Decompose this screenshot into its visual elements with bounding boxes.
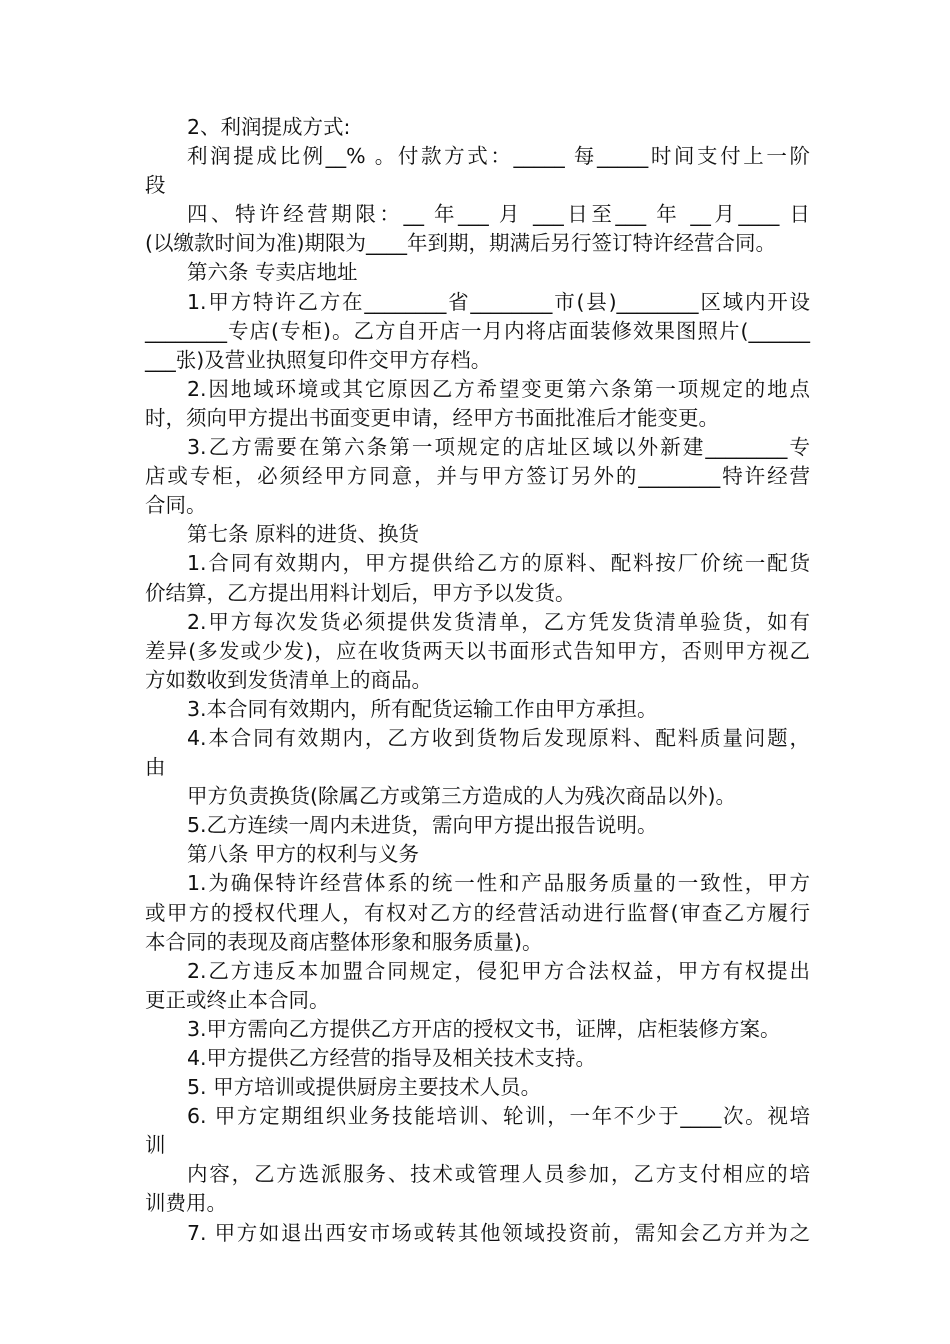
paragraph-line: 3.甲方需向乙方提供乙方开店的授权文书，证牌，店柜装修方案。 bbox=[187, 1016, 781, 1041]
paragraph-line: ________专店(专柜)。乙方自开店一月内将店面装修效果图照片(______ bbox=[145, 318, 810, 343]
paragraph-line: 训 bbox=[145, 1133, 166, 1158]
paragraph-line: 合同。 bbox=[145, 493, 207, 518]
paragraph-line: ___张)及营业执照复印件交甲方存档。 bbox=[145, 347, 492, 372]
paragraph-line: 利润提成比例__% 。付款方式：_____ 每_____时间支付上一阶 bbox=[187, 144, 810, 169]
paragraph-line: 3.乙方需要在第六条第一项规定的店址区域以外新建________专 bbox=[187, 435, 810, 460]
paragraph-line: 3.本合同有效期内，所有配货运输工作由甲方承担。 bbox=[187, 696, 658, 721]
heading-profit-method: 2、利润提成方式: bbox=[187, 115, 351, 139]
paragraph-line: 2.乙方违反本加盟合同规定，侵犯甲方合法权益，甲方有权提出 bbox=[187, 958, 810, 983]
paragraph-line: 5. 甲方培训或提供厨房主要技术人员。 bbox=[187, 1075, 542, 1100]
paragraph-line: 或甲方的授权代理人，有权对乙方的经营活动进行监督(审查乙方履行 bbox=[145, 900, 810, 925]
document-page bbox=[145, 113, 810, 1248]
paragraph-line: 7. 甲方如退出西安市场或转其他领域投资前，需知会乙方并为之 bbox=[187, 1220, 810, 1245]
paragraph-line: 更正或终止本合同。 bbox=[145, 987, 330, 1012]
paragraph-line: 4.本合同有效期内，乙方收到货物后发现原料、配料质量问题， bbox=[187, 725, 810, 750]
paragraph-line: 差异(多发或少发)，应在收货两天以书面形式告知甲方，否则甲方视乙 bbox=[145, 638, 810, 663]
paragraph-line: 2.因地域环境或其它原因乙方希望变更第六条第一项规定的地点 bbox=[187, 376, 810, 401]
article-8-title: 第八条 甲方的权利与义务 bbox=[187, 842, 420, 867]
paragraph-line: 方如数收到发货清单上的商品。 bbox=[145, 667, 432, 692]
paragraph-line: 时，须向甲方提出书面变更申请，经甲方书面批准后才能变更。 bbox=[145, 405, 719, 430]
paragraph-line: (以缴款时间为准)期限为____年到期，期满后另行签订特许经营合同。 bbox=[145, 231, 776, 256]
paragraph-line: 由 bbox=[145, 755, 166, 780]
paragraph-line: 内容，乙方选派服务、技术或管理人员参加，乙方支付相应的培 bbox=[187, 1162, 810, 1187]
paragraph-line: 5.乙方连续一周内未进货，需向甲方提出报告说明。 bbox=[187, 813, 658, 838]
paragraph-line: 1.甲方特许乙方在________省________市(县)________区域内开设 bbox=[187, 289, 810, 314]
article-6-title: 第六条 专卖店地址 bbox=[187, 260, 358, 285]
article-7-title: 第七条 原料的进货、换货 bbox=[187, 522, 420, 547]
paragraph-line: 价结算，乙方提出用料计划后，甲方予以发货。 bbox=[145, 580, 576, 605]
paragraph-line: 1.为确保特许经营体系的统一性和产品服务质量的一致性，甲方 bbox=[187, 871, 810, 896]
paragraph-line: 2.甲方每次发货必须提供发货清单，乙方凭发货清单验货，如有 bbox=[187, 609, 810, 634]
paragraph-line: 四、特许经营期限：__ 年___ 月 ___日至___ 年 __月____ 日 bbox=[187, 202, 810, 227]
paragraph-line: 6. 甲方定期组织业务技能培训、轮训，一年不少于____次。视培 bbox=[187, 1104, 810, 1129]
paragraph-line: 甲方负责换货(除属乙方或第三方造成的人为残次商品以外)。 bbox=[187, 784, 736, 809]
paragraph-line: 4.甲方提供乙方经营的指导及相关技术支持。 bbox=[187, 1046, 597, 1070]
paragraph-line: 训费用。 bbox=[145, 1191, 227, 1216]
paragraph-line: 1.合同有效期内，甲方提供给乙方的原料、配料按厂价统一配货 bbox=[187, 551, 810, 576]
paragraph-line: 本合同的表现及商店整体形象和服务质量)。 bbox=[145, 929, 543, 954]
paragraph-line: 段 bbox=[145, 173, 166, 198]
paragraph-line: 店或专柜，必须经甲方同意，并与甲方签订另外的________特许经营 bbox=[145, 464, 810, 489]
